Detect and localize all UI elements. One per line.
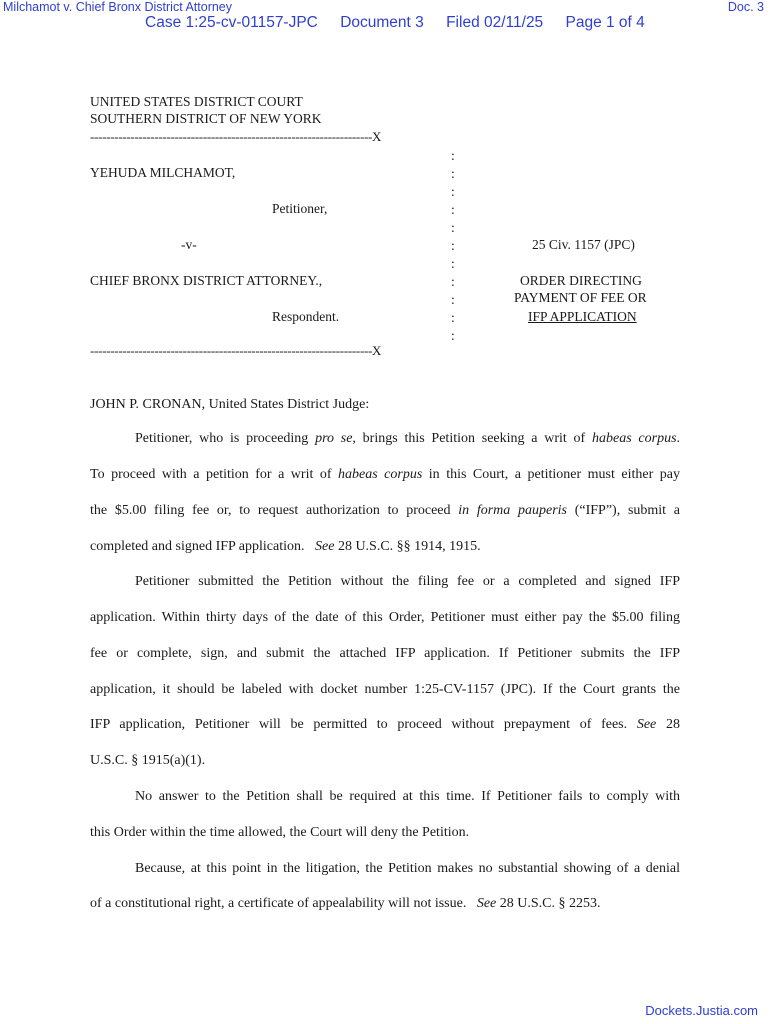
caption-colon: : [451, 184, 455, 199]
caption-divider-top: ----------------------------------------------------------------------X [90, 129, 382, 144]
caption-colon: : [451, 148, 455, 163]
justia-footer-link[interactable]: Dockets.Justia.com [645, 1003, 758, 1018]
document-number-link[interactable]: Doc. 3 [727, 0, 764, 14]
caption-colon: : [451, 166, 455, 181]
page-number-header: Page 1 of 4 [565, 14, 645, 31]
caption-colon: : [451, 202, 455, 217]
caption-colon: : [451, 310, 455, 325]
paragraph-1-line-4: completed and signed IFP application. See 28 U.S.C. §§ 1914, 1915. [90, 539, 481, 554]
versus: -v- [181, 237, 197, 252]
paragraph-2-line-6: U.S.C. § 1915(a)(1). [90, 753, 206, 768]
court-name-line1: UNITED STATES DISTRICT COURT [90, 94, 303, 109]
paragraph-1-line-1: Petitioner, who is proceeding pro se, brings this Petition seeking a writ of habeas corpus. [135, 431, 681, 446]
paragraph-3-line-1: No answer to the Petition shall be required at this time. If Petitioner fails to comply with [135, 789, 680, 804]
caption-colon: : [451, 274, 455, 289]
order-title-line1: ORDER DIRECTING [520, 273, 642, 288]
respondent-name: CHIEF BRONX DISTRICT ATTORNEY., [90, 273, 323, 288]
document-number-header: Document 3 [340, 14, 424, 31]
caption-colon: : [451, 292, 455, 307]
paragraph-2-line-5: IFP application, Petitioner will be permitted to proceed without prepayment of fees. See 28 [90, 717, 680, 732]
paragraph-2-line-3: fee or complete, sign, and submit the attached IFP application. If Petitioner submits the IFP [90, 646, 680, 661]
caption-divider-bottom: ----------------------------------------------------------------------X [90, 343, 382, 358]
petitioner-name: YEHUDA MILCHAMOT, [90, 165, 236, 180]
order-title-line3: IFP APPLICATION [528, 309, 637, 324]
petitioner-role: Petitioner, [272, 201, 328, 216]
paragraph-3-line-2: this Order within the time allowed, the Court will deny the Petition. [90, 825, 470, 840]
paragraph-4-line-1: Because, at this point in the litigation, the Petition makes no substantial showing of a denial [135, 861, 680, 876]
paragraph-2-line-2: application. Within thirty days of the date of this Order, Petitioner must either pay the $5.00 filing [90, 610, 680, 625]
paragraph-1-line-3: the $5.00 filing fee or, to request authorization to proceed in forma pauperis (“IFP”), submit a [90, 503, 680, 518]
paragraph-1-line-2: To proceed with a petition for a writ of habeas corpus in this Court, a petitioner must either pay [90, 467, 680, 482]
caption-colon: : [451, 256, 455, 271]
order-title-line2: PAYMENT OF FEE OR [514, 290, 647, 305]
filed-date-header: Filed 02/11/25 [446, 14, 544, 31]
paragraph-4-line-2: of a constitutional right, a certificate of appealability will not issue. See 28 U.S.C. § 2253. [90, 896, 601, 911]
court-name-line2: SOUTHERN DISTRICT OF NEW YORK [90, 111, 322, 126]
caption-colon: : [451, 238, 455, 253]
respondent-role: Respondent. [272, 309, 340, 324]
paragraph-2-line-1: Petitioner submitted the Petition without the filing fee or a completed and signed IFP [135, 574, 680, 589]
judge-line: JOHN P. CRONAN, United States District Judge: [90, 397, 370, 412]
caption-colon: : [451, 328, 455, 343]
caption-colon: : [451, 220, 455, 235]
paragraph-2-line-4: application, it should be labeled with docket number 1:25-CV-1157 (JPC). If the Court grants the [90, 682, 680, 697]
case-number-header: Case 1:25-cv-01157-JPC [145, 14, 318, 31]
case-number: 25 Civ. 1157 (JPC) [532, 237, 635, 252]
document-title-link[interactable]: Milchamot v. Chief Bronx District Attorney [3, 0, 233, 14]
ecf-header [145, 14, 663, 32]
